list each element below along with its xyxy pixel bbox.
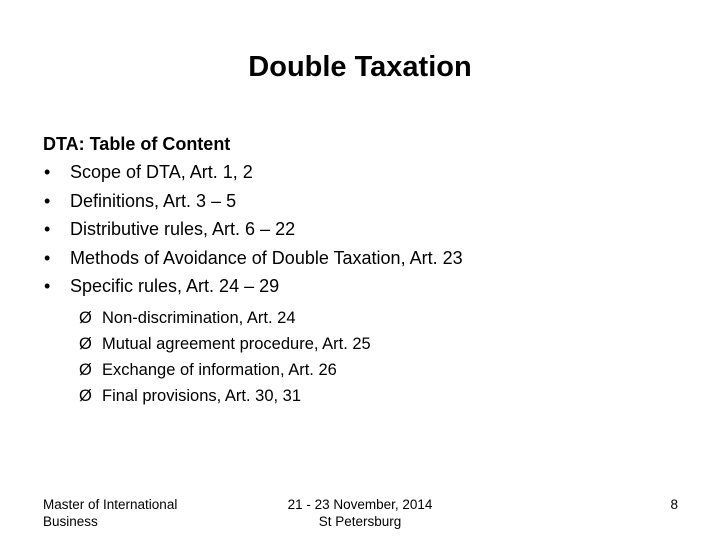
sub-bullet-item [43, 357, 693, 383]
bullet-item [43, 187, 693, 216]
bullet-text: Specific rules, Art. 24 – 29 [70, 276, 280, 296]
sub-bullet-text: Final provisions, Art. 30, 31 [102, 386, 302, 405]
bullet-item [43, 158, 693, 187]
bullet-icon: • [44, 162, 51, 182]
bullet-icon: • [44, 190, 51, 211]
sub-bullet-text: Exchange of information, Art. 26 [102, 360, 337, 379]
footer-program [43, 496, 213, 530]
slide-title: Double Taxation [248, 51, 472, 83]
arrow-bullet-icon: Ø [79, 360, 92, 379]
sub-bullet-text: Non-discrimination, Art. 24 [102, 308, 296, 327]
footer-date: 21 - 23 November, 2014 [287, 497, 433, 512]
bullet-item [43, 215, 693, 244]
bullet-list [43, 158, 693, 301]
bullet-item [43, 244, 693, 273]
bullet-text: Distributive rules, Art. 6 – 22 [70, 219, 296, 239]
bullet-text: Scope of DTA, Art. 1, 2 [70, 162, 253, 182]
sub-bullet-list [43, 305, 693, 409]
arrow-bullet-icon: Ø [79, 334, 92, 353]
bullet-text: Methods of Avoidance of Double Taxation, Art. 23 [70, 247, 463, 268]
bullet-icon: • [44, 219, 51, 239]
footer-location: St Petersburg [318, 514, 402, 529]
footer-program-line1: Master of International [43, 497, 178, 512]
footer-program-line2: Business [43, 514, 98, 529]
bullet-item [43, 272, 693, 301]
arrow-bullet-icon: Ø [79, 386, 92, 405]
sub-bullet-item [43, 383, 693, 409]
bullet-icon: • [44, 276, 51, 296]
bullet-icon: • [44, 247, 51, 268]
page-number: 8 [670, 497, 678, 512]
sub-bullet-text: Mutual agreement procedure, Art. 25 [102, 334, 371, 353]
sub-bullet-item [43, 305, 693, 331]
footer-date-location [270, 496, 450, 530]
slide-content [43, 130, 693, 409]
sub-bullet-item [43, 331, 693, 357]
arrow-bullet-icon: Ø [79, 308, 92, 327]
bullet-text: Definitions, Art. 3 – 5 [70, 190, 237, 211]
content-heading: DTA: Table of Content [43, 134, 231, 154]
